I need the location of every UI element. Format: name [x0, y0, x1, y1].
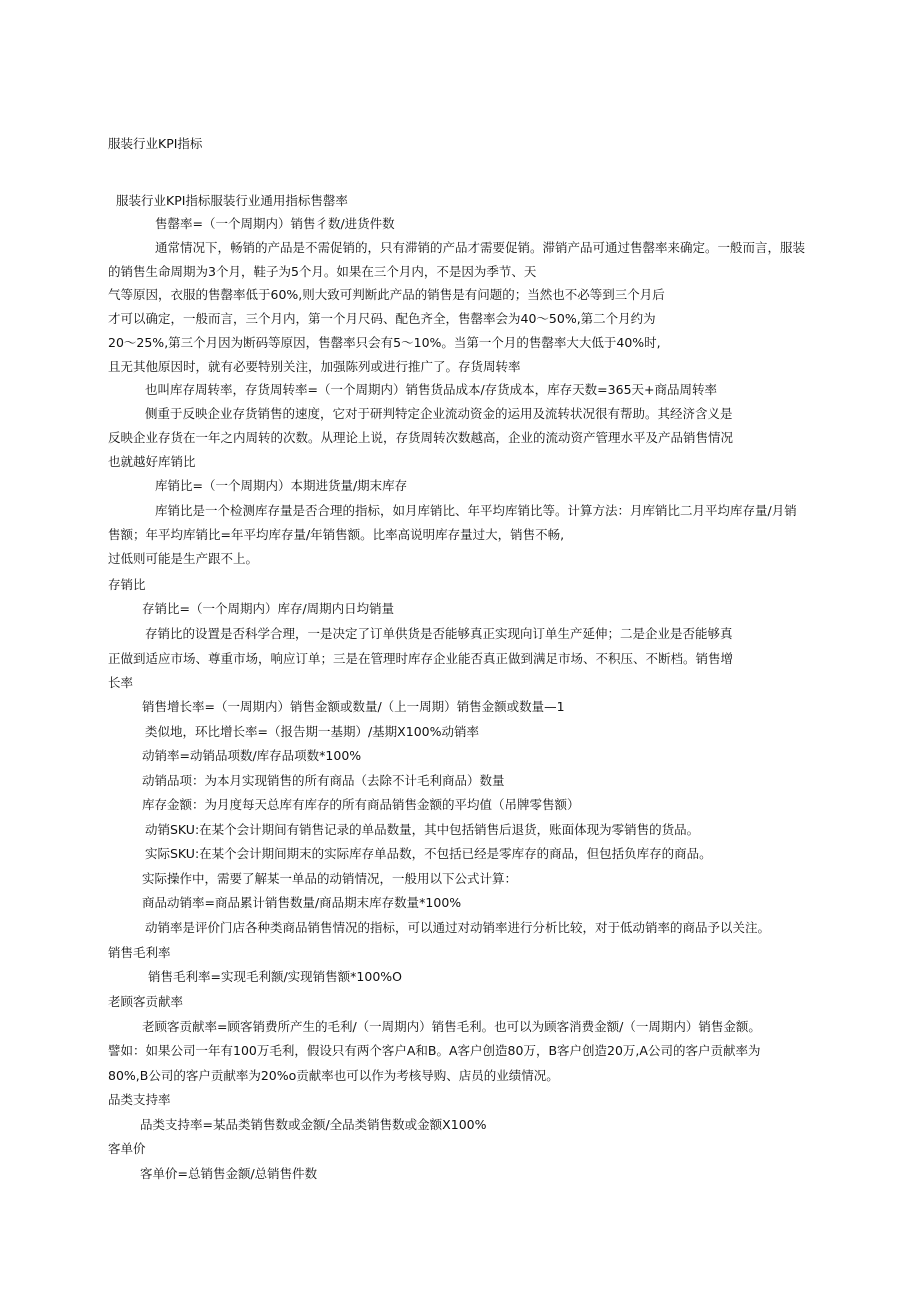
text-line: 反映企业存货在一年之内周转的次数。从理论上说，存货周转次数越高，企业的流动资产管理水平及产品销售情况 [108, 430, 734, 445]
section-heading: 存销比 [108, 577, 146, 592]
text-line: 才可以确定，一般而言，三个月内，第一个月尺码、配色齐全，售罄率会为40～50%,第二个月约为 [108, 311, 656, 326]
text-line: 正做到适应市场、尊重市场，响应订单；三是在管理时库存企业能否真正做到满足市场、不积压、不断档。销售增 [108, 651, 734, 666]
text-line: 也就越好库销比 [108, 454, 196, 469]
text-line: 动销率是评价门店各种类商品销售情况的指标，可以通过对动销率进行分析比较，对于低动销率的商品予以关注。 [145, 920, 771, 935]
text-line: 老顾客贡献率=顾客销费所产生的毛利/（一周期内）销售毛利。也可以为顾客消费金额/（一周期内）销售金额。 [142, 1019, 761, 1034]
text-line: 动销SKU:在某个会计期间有销售记录的单品数量，其中包括销售后退货，账面体现为零销售的货品。 [145, 822, 700, 837]
text-line: 销售增长率=（一周期内）销售金额或数量/（上一周期）销售金额或数量—1 [142, 699, 565, 714]
text-line: 库存金额：为月度每天总库有库存的所有商品销售金额的平均值（吊牌零售额） [142, 797, 580, 812]
text-line: 譬如：如果公司一年有100万毛利，假设只有两个客户A和B。A客户创造80万，B客户创造20万,A公司的客户贡献率为 [108, 1043, 761, 1058]
text-line: 品类支持率=某品类销售数或金额/全品类销售数或金额X100% [140, 1117, 487, 1132]
text-line: 销售毛利率=实现毛利额/实现销售额*100%O [148, 969, 403, 984]
section-heading: 品类支持率 [108, 1092, 171, 1107]
text-line: 通常情况下，畅销的产品是不需促销的，只有滞销的产品才需要促销。滞销产品可通过售罄率来确定。一般而言，服装 [155, 240, 806, 255]
text-line: 的销售生命周期为3个月，鞋子为5个月。如果在三个月内，不是因为季节、天 [108, 264, 537, 279]
text-line: 存销比=（一个周期内）库存/周期内日均销量 [142, 601, 395, 616]
text-line: 80%,B公司的客户贡献率为20%o贡献率也可以作为考核导购、店员的业绩情况。 [108, 1068, 559, 1083]
text-line: 库销比是一个检测库存量是否合理的指标，如月库销比、年平均库销比等。计算方法：月库销比二月平均库存量/月销 [155, 503, 797, 518]
section-heading: 销售毛利率 [108, 945, 171, 960]
text-line: 客单价=总销售金额/总销售件数 [140, 1166, 318, 1181]
text-line: 且无其他原因时，就有必要特别关注，加强陈列或进行推广了。存货周转率 [108, 359, 521, 374]
text-line: 售额；年平均库销比=年平均库存量/年销售额。比率高说明库存量过大，销售不畅, [108, 527, 565, 542]
text-line: 也叫库存周转率，存货周转率=（一个周期内）销售货品成本/存货成本，库存天数=365天+商品周转率 [145, 382, 717, 397]
text-line: 库销比=（一个周期内）本期进货量/期末库存 [155, 478, 408, 493]
text-line: 类似地，环比增长率=（报告期一基期）/基期X100%动销率 [145, 724, 479, 739]
text-line: 商品动销率=商品累计销售数量/商品期末库存数量*100% [142, 895, 462, 910]
text-line: 气等原因，衣服的售罄率低于60%,则大致可判断此产品的销售是有问题的；当然也不必等到三个月后 [108, 287, 665, 302]
section-heading: 老顾客贡献率 [108, 994, 184, 1009]
text-line: 动销率=动销品项数/库存品项数*100% [142, 748, 362, 763]
text-line: 存销比的设置是否科学合理，一是决定了订单供货是否能够真正实现向订单生产延伸；二是企业是否能够真 [145, 626, 733, 641]
text-line: 实际SKU:在某个会计期间期末的实际库存单品数，不包括已经是零库存的商品，但包括负库存的商品。 [145, 846, 712, 861]
text-line: 过低则可能是生产跟不上。 [108, 551, 259, 566]
section-heading: 客单价 [108, 1141, 146, 1156]
text-line: 20～25%,第三个月因为断码等原因，售罄率只会有5～10%。当第一个月的售罄率大大低于40%时, [108, 335, 661, 350]
text-line: 服装行业KPI指标服装行业通用指标售罄率 [116, 193, 348, 208]
document-title: 服装行业KPI指标 [108, 136, 203, 151]
section-heading: 长率 [108, 675, 134, 690]
text-line: 实际操作中，需要了解某一单品的动销情况，一般用以下公式计算： [142, 871, 518, 886]
text-line: 侧重于反映企业存货销售的速度，它对于研判特定企业流动资金的运用及流转状况很有帮助。其经济含义是 [145, 406, 733, 421]
text-line: 动销品项：为本月实现销售的所有商品（去除不计毛利商品）数量 [142, 773, 505, 788]
text-line: 售罄率=（一个周期内）销售彳数/进货件数 [155, 216, 395, 231]
